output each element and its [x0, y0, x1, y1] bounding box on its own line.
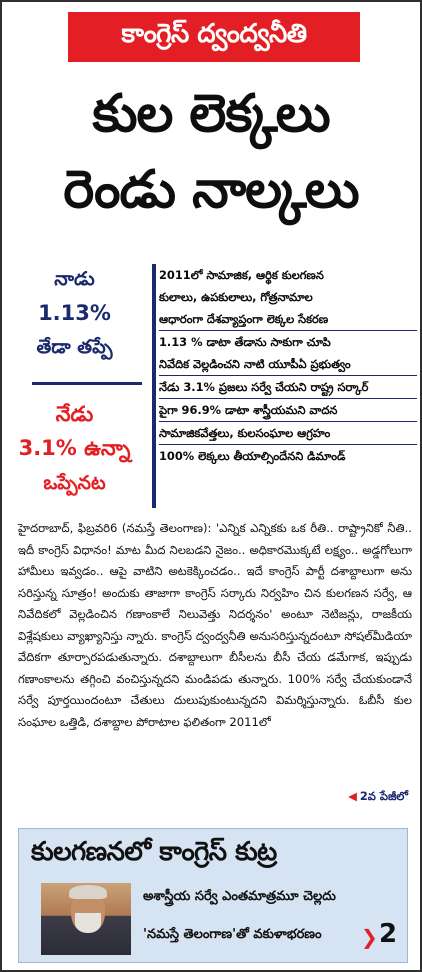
related-story-subtitle: అశాస్త్రీయ సర్వే ఎంతమాత్రమూ చెల్లదు	[143, 889, 336, 904]
portrait-beard	[75, 913, 101, 933]
continued-text: 2వ పేజీలో	[359, 789, 408, 803]
related-story-source: 'నమస్తే తెలంగాణ'తో వకుళాభరణం	[143, 927, 322, 942]
then-verdict: తేడా తప్పే	[36, 336, 113, 358]
comparison-column	[2, 256, 152, 514]
fact-line: సామాజికవేత్తలు, కులసంఘాల ఆగ్రహం	[159, 422, 417, 445]
related-story-box[interactable]	[18, 828, 408, 963]
fact-line: పైగా 96.9% డాటా శాస్త్రీయమని వాదన	[159, 399, 417, 422]
now-label: నేడు	[55, 402, 94, 426]
fact-line: 100% లెక్కలు తీయాల్సిందేనని డిమాండ్	[159, 449, 346, 463]
fact-line: ఆధారంగా దేశవ్యాప్తంగా లెక్కల సేకరణ	[159, 308, 417, 331]
related-story-title: కులగణనలో కాంగ్రెస్ కుట్ర	[31, 837, 277, 867]
now-percentage: 3.1% ఉన్నా	[18, 436, 131, 460]
headline-line-1: కుల లెక్కలు	[92, 84, 330, 144]
related-story-page-number: 2	[379, 919, 398, 949]
article-paragraph: హైదరాబాద్, ఫిబ్రవరి6 (నమస్తే తెలంగాణ): 'ఎన్నిక ఎన్నికకు ఒక రీతి.. రాష్ట్రానికో నీతి.. ఇదీ కాంగ్రెస్ విధానం! మాట మీద నిలబడని నైజం.. అధికారమొక్కటే లక్ష్యం.. అడ్డగోలుగా హామీలు ఇవ్వడం.. ఆపై వాటిని అటకెక్కించడం.. ఇదే కాంగ్రెస్ పార్టీ దశాబ్దాలుగా అను సరిస్తున్న సూత్రం! అందుకు తాజాగా కాంగ్రెస్ సర్కారు నిర్వహిం చిన కులగణన సర్వే, ఆ నివేదికలో వెల్లడించిన గణాంకాలే నిలువెత్తు నిదర్శనం' అంటూ నెటిజన్లు, రాజకీయ విశ్లేషకులు వ్యాఖ్యానిస్తు న్నారు. కాంగ్రెస్ ద్వంద్వనీతి అనుసరిస్తున్నదంటూ సోషల్‌మీడియా వేదికగా తూర్పారపడుతున్నారు. దశాబ్దాలుగా బీసీలను బీసీ చేయ డమేగాక, ఇప్పుడు గణాంకాలను తగ్గించి వంచిస్తున్నదని మండిపడు తున్నారు. 100% సర్వే చేయకుండానే సర్వే పూర్తయిందంటూ చేతులు దులుపుకుంటున్నదని విమర్శిస్తున్నారు. ఓబీసీ కుల సంఘాల ఒత్తిడి, దశాబ్దాల పోరాటాల ఫలితంగా 2011లో	[18, 521, 412, 729]
portrait-hair	[69, 885, 107, 899]
fact-line: కులాలు, ఉపకులాలు, గోత్రనామాల	[159, 290, 313, 304]
fact-line: నేడు 3.1% ప్రజలు సర్వే చేయని రాష్ట్ర సర్కార్	[159, 376, 417, 399]
continued-marker	[348, 789, 408, 806]
fact-line: 1.13 % డాటా తేడాను సాకుగా చూపి	[159, 335, 331, 349]
article-body	[18, 518, 412, 733]
portrait-photo	[41, 883, 131, 955]
headline-line-2: రెండు నాల్కలు	[63, 160, 359, 220]
vertical-divider	[152, 264, 156, 508]
now-verdict: ఒప్పేనట	[43, 472, 106, 494]
fact-line: 2011లో సామాజిక, ఆర్థిక కులగణన	[159, 268, 324, 282]
column-divider	[32, 382, 142, 385]
continued-arrow-icon: ◀	[348, 789, 357, 803]
kicker-banner: కాంగ్రెస్ ద్వంద్వనీతి	[68, 12, 360, 62]
fact-line: నివేదిక వెల్లడించని నాటి యూపీఏ ప్రభుత్వం	[159, 353, 417, 376]
chevron-right-icon: ❯	[361, 925, 378, 949]
then-percentage: 1.13%	[38, 301, 111, 325]
fact-list	[159, 264, 417, 467]
then-label: నాడు	[54, 268, 95, 290]
